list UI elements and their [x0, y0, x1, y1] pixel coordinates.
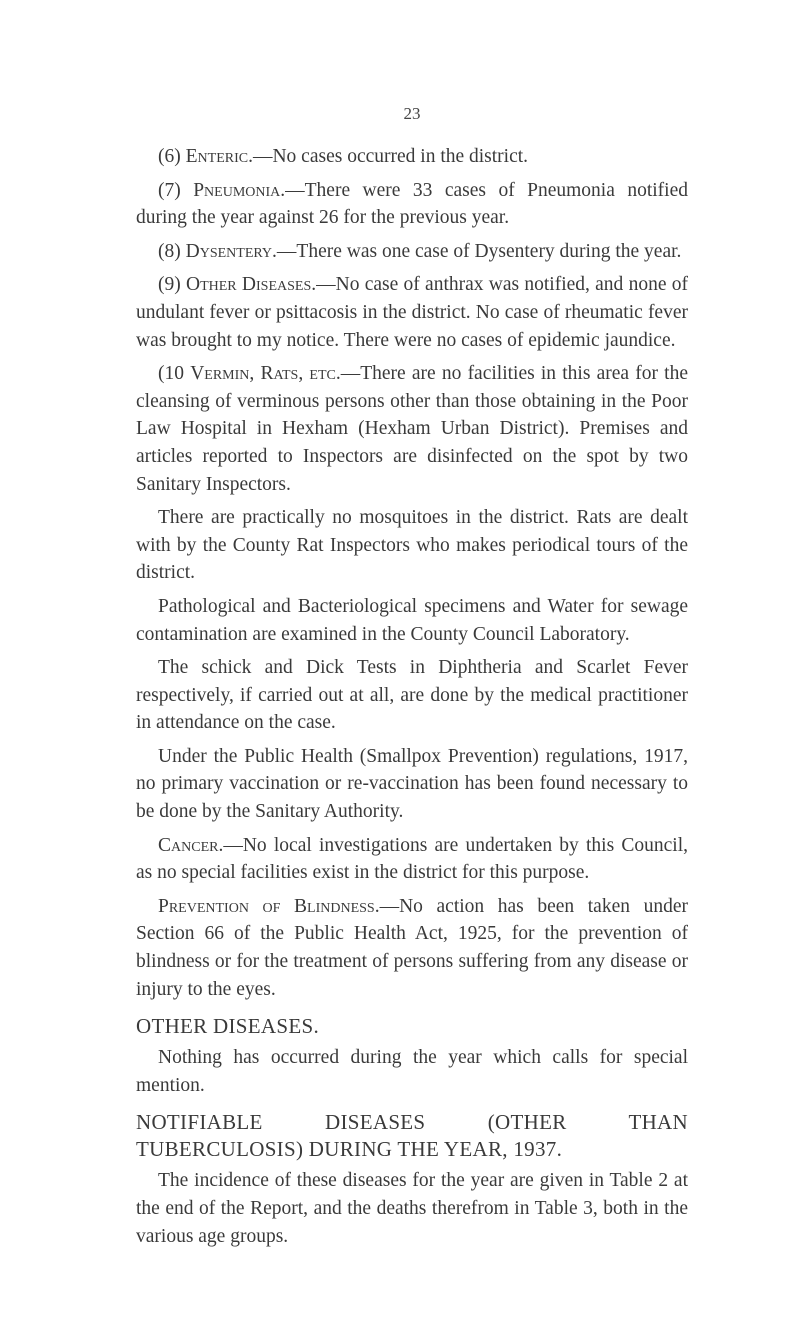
- paragraph: [136, 143, 688, 171]
- paragraph: [136, 832, 688, 887]
- paragraph-text: There are practically no mosquitoes in the district. Rats are dealt with by the County Rat Inspectors who makes periodical tours of the district.: [136, 507, 688, 584]
- paragraph-number: (7): [158, 179, 194, 201]
- paragraph-text: Under the Public Health (Smallpox Prevention) regulations, 1917, no primary vaccination or re-vaccination has been found necessary to be done by the Sanitary Authority.: [136, 745, 688, 823]
- paragraph-list: [136, 143, 688, 1003]
- paragraph-heading: Other Diseases: [186, 274, 312, 296]
- paragraph: [136, 271, 688, 354]
- paragraph: [136, 593, 688, 648]
- paragraph-heading: Enteric: [185, 146, 249, 167]
- paragraph-heading: Prevention of Blindness: [158, 895, 375, 917]
- paragraph-text: .—There was one case of Dysentery during the year.: [272, 240, 682, 262]
- page-number: 23: [403, 104, 421, 123]
- paragraph: [136, 504, 688, 587]
- paragraph: [136, 177, 688, 232]
- paragraph-heading: Dysentery: [185, 240, 273, 262]
- section-heading-notifiable-diseases: NOTIFIABLE DISEASES (OTHER THAN TUBERCULOSIS) DURING THE YEAR, 1937.: [136, 1110, 688, 1162]
- paragraph-text: .—No local investigations are undertaken by this Council, as no special facilities exist in the district for this purpose.: [136, 834, 688, 884]
- paragraph-heading: Vermin, Rats, etc: [190, 363, 336, 385]
- paragraph-text: .—There were 33 cases of Pneumonia notified during the year against 26 for the previous year.: [136, 179, 688, 229]
- paragraph-heading: Pneumonia: [193, 179, 281, 201]
- paragraph-heading: Cancer: [158, 834, 219, 856]
- paragraph-text: The schick and Dick Tests in Diphtheria and Scarlet Fever respectively, if carried out at all, are done by the medical practitioner in attendance on the case.: [136, 657, 688, 734]
- paragraph: [136, 893, 688, 1003]
- paragraph: [136, 654, 688, 737]
- paragraph-number: (6): [158, 146, 186, 167]
- paragraph-text: .—There are no facilities in this area for the cleansing of verminous persons other than those obtaining in the Poor Law Hospital in Hexham (Hexham Urban District). Premises and articles reported to Inspectors are disinfected on the spot by two Sanitary Inspectors.: [136, 363, 688, 495]
- paragraph-text: .—No cases occurred in the district.: [248, 146, 529, 167]
- paragraph-text: .—No case of anthrax was notified, and none of undulant fever or psittacosis in the district. No case of rheumatic fever was brought to my notice. There were no cases of epidemic jaundice.: [136, 274, 688, 351]
- paragraph-text: .—No action has been taken under Section 66 of the Public Health Act, 1925, for the prevention of blindness or for the treatment of persons suffering from any disease or injury to the eyes.: [136, 895, 688, 1000]
- paragraph: [136, 238, 688, 266]
- document-body: [136, 143, 688, 1256]
- paragraph-text: Pathological and Bacteriological specimens and Water for sewage contamination are examined in the County Council Laboratory.: [136, 595, 688, 645]
- paragraph: [136, 743, 688, 826]
- section-paragraph-notifiable-diseases: The incidence of these diseases for the year are given in Table 2 at the end of the Report, and the deaths therefrom in Table 3, both in the various age groups.: [136, 1170, 688, 1247]
- section-heading-other-diseases: OTHER DISEASES.: [136, 1014, 320, 1039]
- paragraph-number: (10: [158, 363, 191, 385]
- paragraph: [136, 360, 688, 498]
- paragraph-number: (9): [158, 274, 187, 296]
- section-paragraph-other-diseases: Nothing has occurred during the year which calls for special mention.: [136, 1047, 688, 1096]
- paragraph-number: (8): [158, 240, 186, 262]
